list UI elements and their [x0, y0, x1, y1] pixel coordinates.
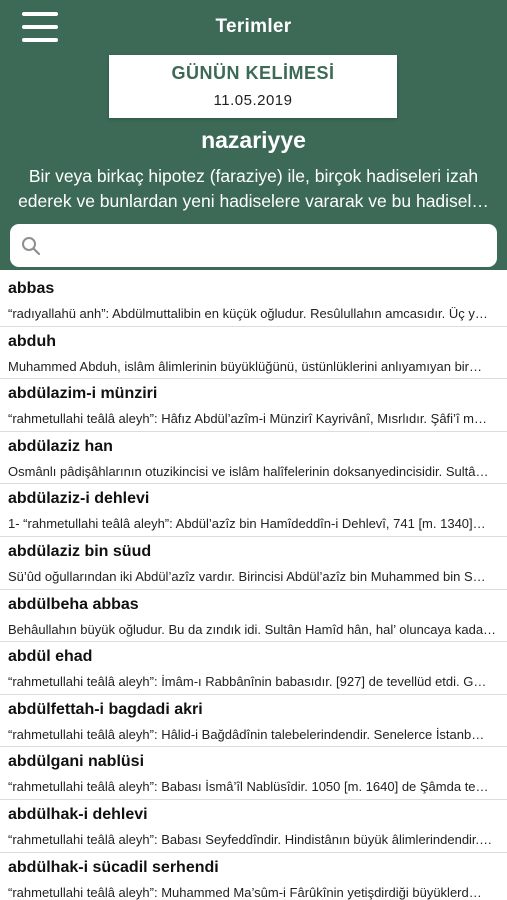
terms-list	[0, 274, 507, 900]
term-title: abdülaziz-i dehlevi	[8, 490, 150, 508]
term-title: abdülhak-i sücadil serhendi	[8, 858, 219, 876]
search-bar[interactable]	[10, 224, 497, 267]
term-description: Sü’ûd oğullarından iki Abdül’azîz vardır. Birincisi Abdül’azîz bin Muhammed bin S…	[8, 568, 486, 584]
word-of-day-word[interactable]: nazariyye	[201, 127, 306, 153]
list-item[interactable]	[0, 379, 507, 432]
term-description: “rahmetullahi teâlâ aleyh”: İmâm-ı Rabbânînin babasıdır. [927] de tevellüd etdi. G…	[8, 674, 487, 690]
list-item[interactable]	[0, 800, 507, 853]
word-of-day-label: GÜNÜN KELİMESİ	[171, 63, 335, 83]
term-title: abdülhak-i dehlevi	[8, 805, 148, 823]
term-description: Osmânlı pâdişâhlarının otuzikincisi ve islâm halîfelerinin doksanyedincisidir. Sultâ…	[8, 463, 489, 479]
term-description: “rahmetullahi teâlâ aleyh”: Hâlid-i Bağdâdînin talebelerindendir. Senelerce İstanb…	[8, 726, 485, 742]
term-title: abbas	[8, 280, 55, 297]
term-description: “rahmetullahi teâlâ aleyh”: Muhammed Ma’sûm-i Fârûkînin yetişdirdiği büyüklerd…	[8, 884, 482, 900]
search-icon	[21, 236, 41, 256]
term-title: abduh	[8, 332, 56, 350]
term-title: abdülaziz bin süud	[8, 542, 152, 560]
term-title: abdül ehad	[8, 648, 93, 666]
word-of-day-card[interactable]	[109, 55, 397, 118]
list-item[interactable]	[0, 590, 507, 643]
list-item[interactable]	[0, 432, 507, 485]
list-item[interactable]	[0, 747, 507, 800]
term-description: Behâullahın büyük oğludur. Bu da zındık idi. Sultân Hamîd hân, hal’ oluncaya kada…	[8, 621, 497, 637]
page-title: Terimler	[215, 16, 292, 37]
list-item[interactable]	[0, 853, 507, 900]
list-item[interactable]	[0, 484, 507, 537]
definition-line-1: Bir veya birkaç hipotez (faraziye) ile, birçok hadiseleri izah	[28, 166, 479, 186]
list-item[interactable]	[0, 537, 507, 590]
term-title: abdülbeha abbas	[8, 595, 139, 613]
term-description: Muhammed Abduh, islâm âlimlerinin büyüklüğünü, üstünlüklerini anlıyamıyan bir…	[8, 358, 483, 374]
list-item[interactable]	[0, 642, 507, 695]
term-description: “rahmetullahi teâlâ aleyh”: Babası İsmâ’îl Nablüsîdir. 1050 [m. 1640] de Şâmda te…	[8, 779, 489, 795]
list-item[interactable]	[0, 327, 507, 380]
term-title: abdülfettah-i bagdadi akri	[8, 700, 203, 718]
header	[0, 0, 507, 270]
word-of-day-date: 11.05.2019	[213, 92, 293, 109]
term-description: 1- “rahmetullahi teâlâ aleyh”: Abdül’azîz bin Hamîdeddîn-i Dehlevî, 741 [m. 1340]…	[8, 516, 486, 532]
term-description: “rahmetullahi teâlâ aleyh”: Babası Seyfeddîndir. Hindistânın büyük âlimlerindendir.…	[8, 831, 493, 847]
list-item[interactable]	[0, 274, 507, 327]
word-of-day-definition[interactable]	[4, 164, 503, 214]
term-title: abdülgani nablüsi	[8, 753, 145, 771]
term-description: “rahmetullahi teâlâ aleyh”: Hâfız Abdül’azîm-i Münzirî Kayrivânî, Mısrlıdır. Şâfi’î m…	[8, 411, 487, 427]
term-title: abdülaziz han	[8, 437, 113, 455]
search-input[interactable]	[50, 230, 487, 262]
definition-line-2: ederek ve bunlardan yeni hadiselere vararak ve bu hadisel…	[18, 191, 489, 211]
list-item[interactable]	[0, 695, 507, 748]
term-description: “radıyallahü anh”: Abdülmuttalibin en küçük oğludur. Resûlullahın amcasıdır. Üç y…	[8, 306, 488, 321]
term-title: abdülazim-i münziri	[8, 385, 158, 403]
